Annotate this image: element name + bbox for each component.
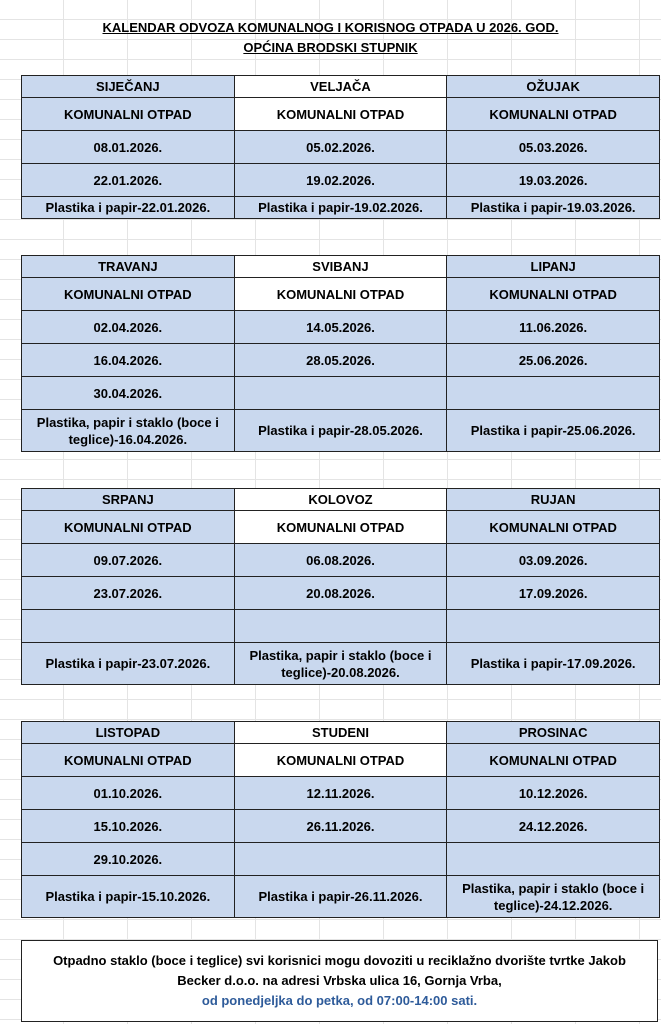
month-name: KOLOVOZ [234,489,447,511]
month-name: LIPANJ [447,256,660,278]
month-name: VELJAČA [234,76,447,98]
waste-type-row [22,278,660,311]
waste-type-label: KOMUNALNI OTPAD [22,744,235,777]
quarter-table-1 [21,75,660,219]
waste-type-row [22,744,660,777]
waste-type-label: KOMUNALNI OTPAD [447,278,660,311]
month-name: SIJEČANJ [22,76,235,98]
date-row [22,810,660,843]
pickup-date: 17.09.2026. [447,577,660,610]
recycling-pickup: Plastika i papir-26.11.2026. [234,876,447,918]
pickup-date [22,610,235,643]
month-header-row [22,76,660,98]
waste-type-label: KOMUNALNI OTPAD [234,511,447,544]
pickup-date: 11.06.2026. [447,311,660,344]
pickup-date: 10.12.2026. [447,777,660,810]
month-header-row [22,722,660,744]
date-row [22,377,660,410]
calendar-title: KALENDAR ODVOZA KOMUNALNOG I KORISNOG OTPADA U 2026. GOD. [102,20,559,35]
month-name: LISTOPAD [22,722,235,744]
pickup-date: 20.08.2026. [234,577,447,610]
pickup-date [447,843,660,876]
recycling-row [22,410,660,452]
recycling-pickup: Plastika i papir-19.03.2026. [447,197,660,219]
pickup-date: 19.03.2026. [447,164,660,197]
recycling-pickup: Plastika, papir i staklo (boce i teglice)-16.04.2026. [22,410,235,452]
waste-type-label: KOMUNALNI OTPAD [234,278,447,311]
recycling-pickup: Plastika i papir-23.07.2026. [22,643,235,685]
recycling-pickup: Plastika i papir-28.05.2026. [234,410,447,452]
waste-type-label: KOMUNALNI OTPAD [234,744,447,777]
pickup-date: 02.04.2026. [22,311,235,344]
date-row [22,843,660,876]
waste-type-row [22,511,660,544]
recycling-pickup: Plastika i papir-25.06.2026. [447,410,660,452]
date-row [22,577,660,610]
pickup-date [447,610,660,643]
month-name: PROSINAC [447,722,660,744]
month-name: STUDENI [234,722,447,744]
recycling-row [22,197,660,219]
pickup-date: 12.11.2026. [234,777,447,810]
recycling-pickup: Plastika i papir-17.09.2026. [447,643,660,685]
month-header-row [22,256,660,278]
month-name: SRPANJ [22,489,235,511]
recycling-pickup: Plastika i papir-22.01.2026. [22,197,235,219]
pickup-date: 15.10.2026. [22,810,235,843]
pickup-date: 05.02.2026. [234,131,447,164]
pickup-date: 23.07.2026. [22,577,235,610]
date-row [22,164,660,197]
waste-type-label: KOMUNALNI OTPAD [22,278,235,311]
note-opening-hours: od ponedjeljka do petka, od 07:00-14:00 sati. [201,993,478,1008]
pickup-date: 28.05.2026. [234,344,447,377]
pickup-date: 05.03.2026. [447,131,660,164]
pickup-date: 26.11.2026. [234,810,447,843]
pickup-date: 03.09.2026. [447,544,660,577]
pickup-date: 08.01.2026. [22,131,235,164]
date-row [22,544,660,577]
waste-type-label: KOMUNALNI OTPAD [447,744,660,777]
recycling-pickup: Plastika, papir i staklo (boce i teglice)-24.12.2026. [447,876,660,918]
month-name: OŽUJAK [447,76,660,98]
date-row [22,777,660,810]
recycling-row [22,876,660,918]
quarter-table-2 [21,255,660,452]
pickup-date: 16.04.2026. [22,344,235,377]
note-line-2: Becker d.o.o. na adresi Vrbska ulica 16, Gornja Vrba, [177,973,502,988]
glass-disposal-note [21,940,658,1022]
date-row [22,344,660,377]
date-row [22,311,660,344]
recycling-pickup: Plastika, papir i staklo (boce i teglice)-20.08.2026. [234,643,447,685]
waste-type-label: KOMUNALNI OTPAD [22,98,235,131]
waste-type-label: KOMUNALNI OTPAD [447,511,660,544]
pickup-date: 06.08.2026. [234,544,447,577]
waste-type-label: KOMUNALNI OTPAD [22,511,235,544]
pickup-date: 01.10.2026. [22,777,235,810]
pickup-date: 29.10.2026. [22,843,235,876]
waste-type-label: KOMUNALNI OTPAD [447,98,660,131]
month-name: SVIBANJ [234,256,447,278]
pickup-date [234,610,447,643]
month-header-row [22,489,660,511]
pickup-date: 19.02.2026. [234,164,447,197]
quarter-table-4 [21,721,660,918]
recycling-row [22,643,660,685]
month-name: TRAVANJ [22,256,235,278]
pickup-date: 14.05.2026. [234,311,447,344]
pickup-date [234,377,447,410]
waste-type-label: KOMUNALNI OTPAD [234,98,447,131]
pickup-date [234,843,447,876]
pickup-date: 24.12.2026. [447,810,660,843]
pickup-date: 09.07.2026. [22,544,235,577]
recycling-pickup: Plastika i papir-19.02.2026. [234,197,447,219]
quarter-table-3 [21,488,660,685]
recycling-pickup: Plastika i papir-15.10.2026. [22,876,235,918]
note-line-1: Otpadno staklo (boce i teglice) svi korisnici mogu dovoziti u reciklažno dvorište tvrtke Jakob [53,953,626,968]
waste-type-row [22,98,660,131]
municipality-title: OPĆINA BRODSKI STUPNIK [243,40,418,55]
month-name: RUJAN [447,489,660,511]
pickup-date: 30.04.2026. [22,377,235,410]
pickup-date: 25.06.2026. [447,344,660,377]
pickup-date [447,377,660,410]
date-row [22,131,660,164]
date-row [22,610,660,643]
pickup-date: 22.01.2026. [22,164,235,197]
